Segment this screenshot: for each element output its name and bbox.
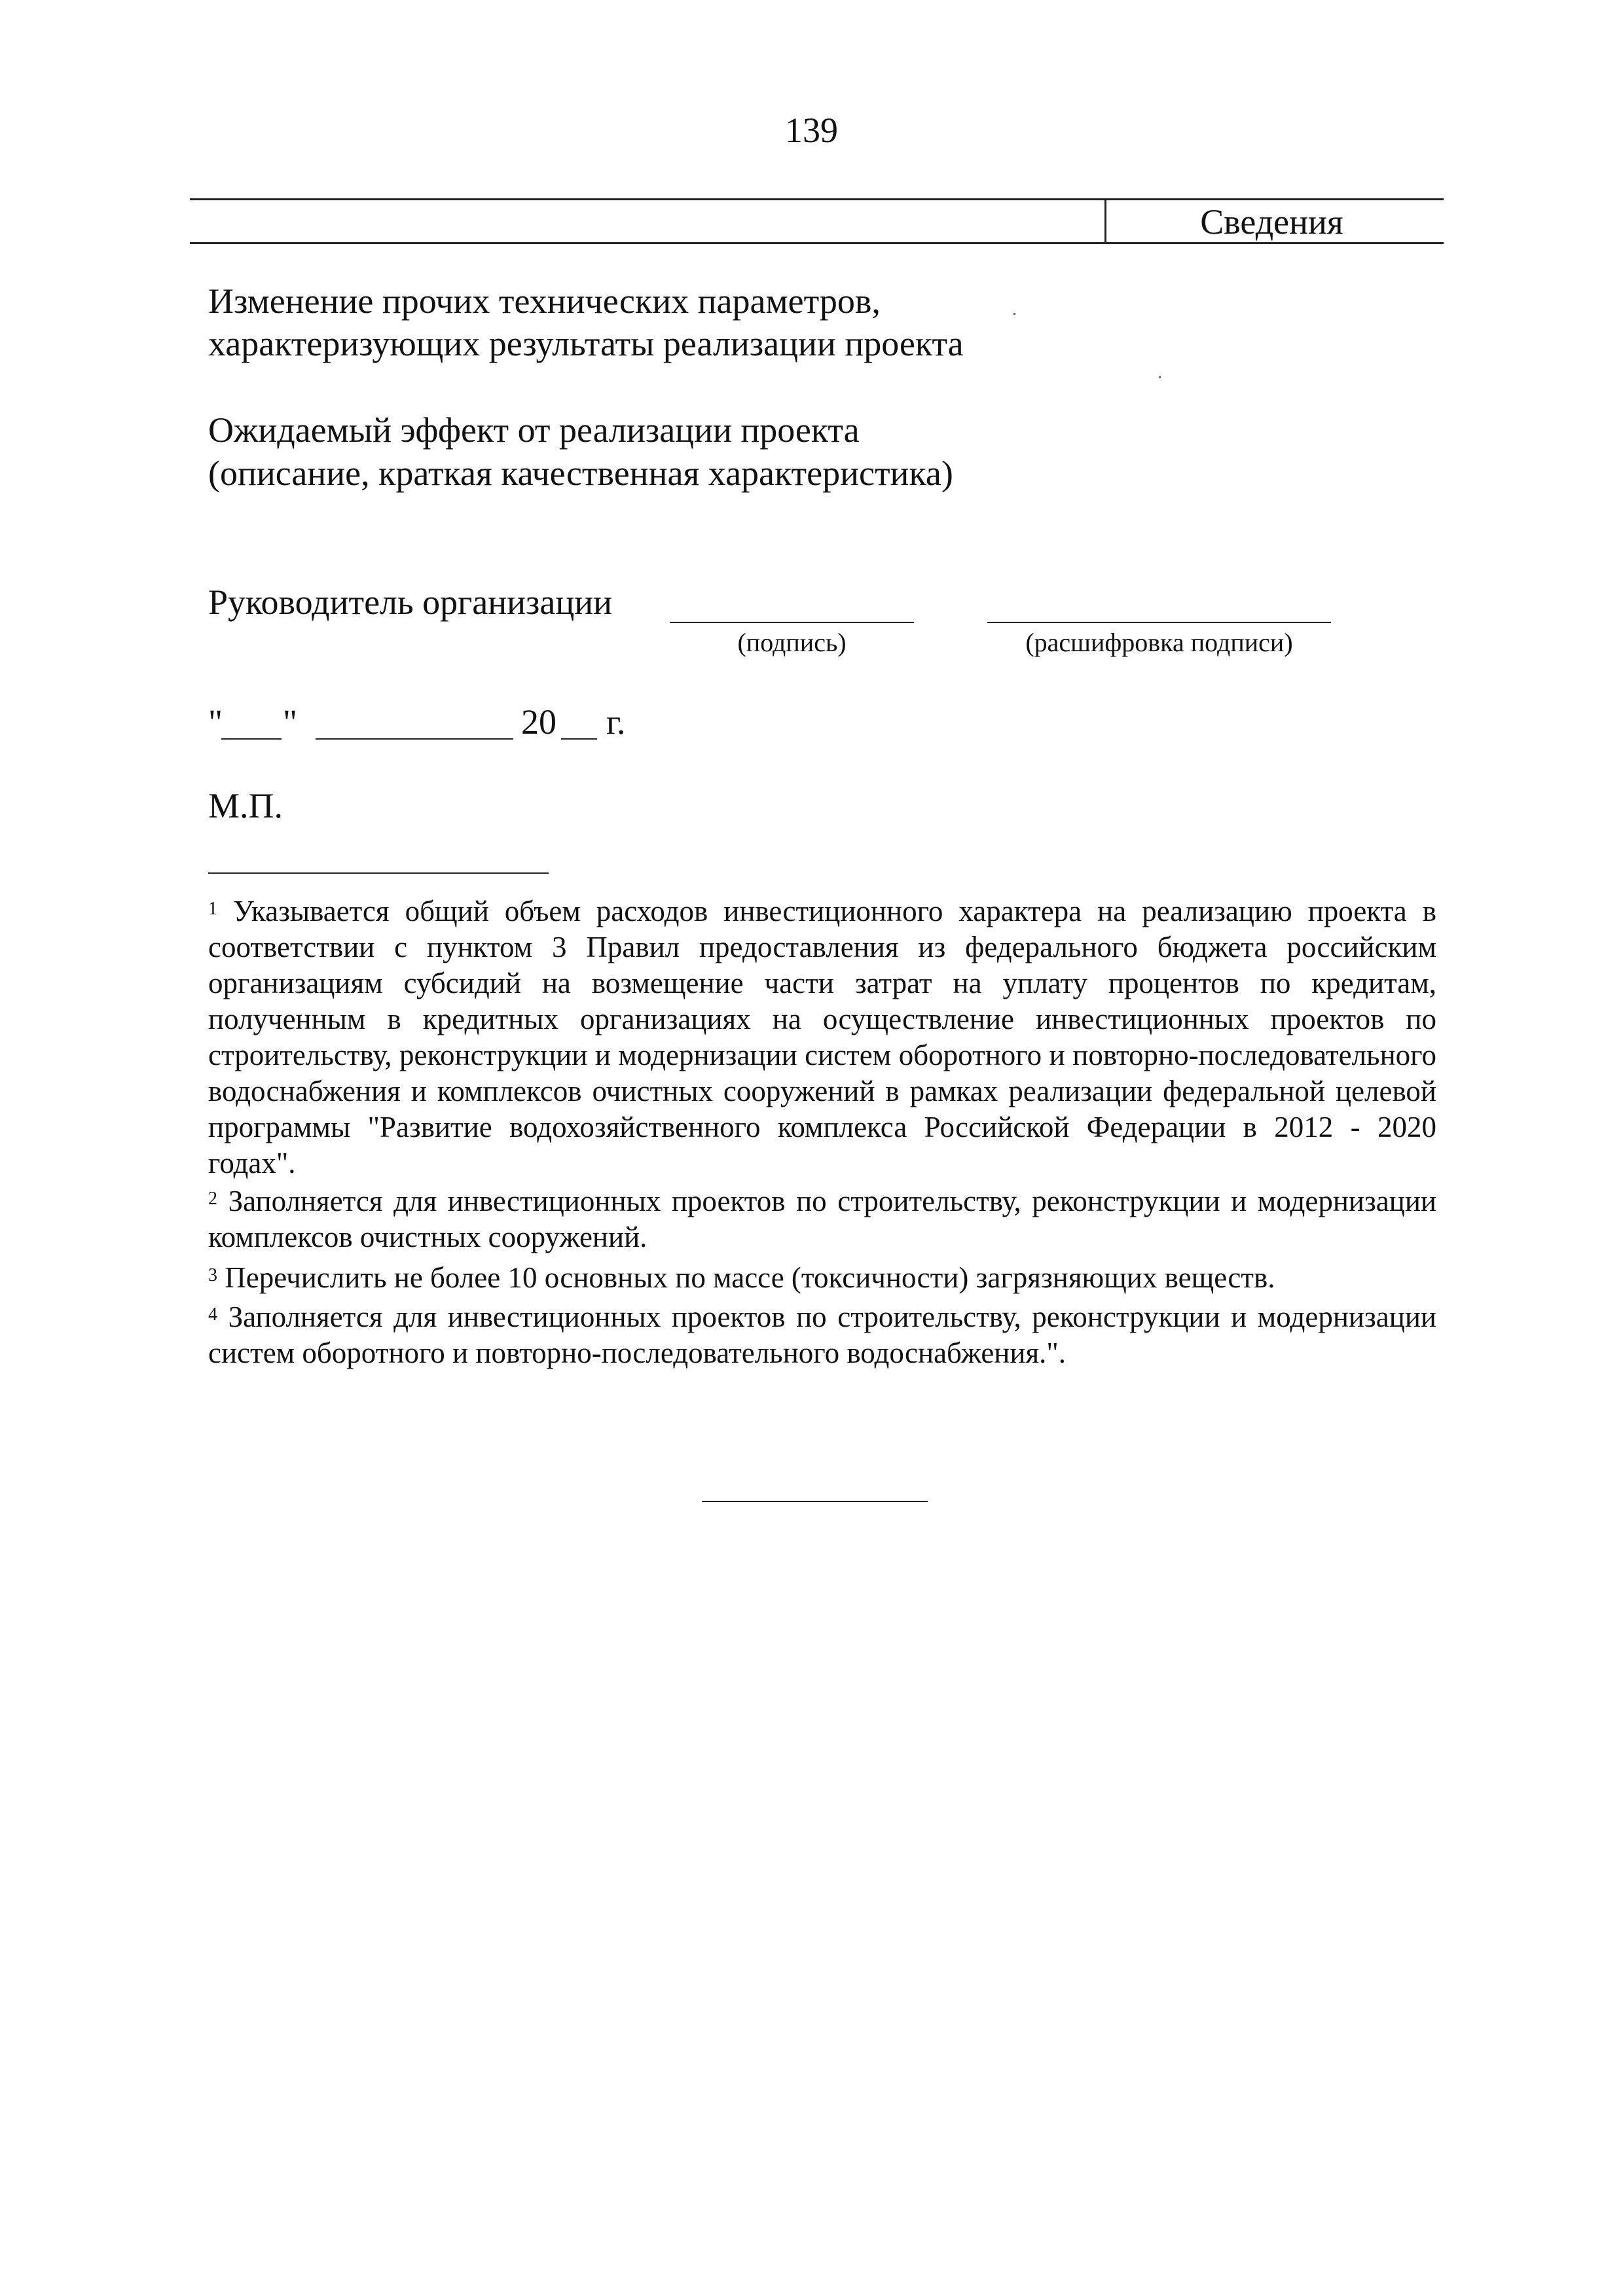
footnote-1 — [208, 893, 1436, 1181]
signature-line — [670, 622, 914, 623]
footnote-mark: 3 — [208, 1265, 217, 1285]
scan-speck — [1159, 376, 1161, 378]
signature-decode-caption: (расшифровка подписи) — [1025, 628, 1293, 657]
footnote-mark: 4 — [208, 1304, 217, 1325]
date-day-blank — [221, 738, 282, 740]
footnote-text: Заполняется для инвестиционных проектов по строительству, реконструкции и модернизации систем оборотного и повторно-последовательного водоснабжения.". — [208, 1300, 1437, 1369]
other-technical-params-line2: характеризующих результаты реализации проекта — [208, 324, 964, 363]
footnote-text: Заполняется для инвестиционных проектов по строительству, реконструкции и модернизации комплексов очистных сооружений. — [208, 1185, 1437, 1253]
footnote-2 — [208, 1183, 1436, 1255]
page-number: 139 — [785, 111, 838, 150]
date-close-quote: " — [283, 702, 298, 742]
date-year-blank — [561, 738, 597, 740]
expected-effect-line1: Ожидаемый эффект от реализации проекта — [208, 410, 860, 450]
expected-effect-line2: (описание, краткая качественная характеристика) — [208, 454, 953, 493]
stamp-place-label: М.П. — [208, 786, 283, 825]
footnote-separator — [208, 872, 549, 874]
footnote-mark: 2 — [208, 1189, 217, 1209]
footnote-4 — [208, 1299, 1436, 1371]
date-open-quote: " — [208, 702, 223, 742]
other-technical-params-line1: Изменение прочих технических параметров, — [208, 281, 881, 321]
footnote-mark: 1 — [208, 899, 217, 919]
footnote-text: Перечислить не более 10 основных по массе (токсичности) загрязняющих веществ. — [225, 1261, 1275, 1294]
date-year-prefix: 20 — [521, 702, 556, 742]
date-month-blank — [316, 738, 513, 740]
table-header-svedeniya: Сведения — [1200, 202, 1343, 242]
head-of-organization-label: Руководитель организации — [208, 583, 613, 622]
closing-rule — [702, 1501, 928, 1502]
footnote-text: Указывается общий объем расходов инвестиционного характера на реализацию проекта в соответствии с пунктом 3 Правил предоставления из федерального бюджета российским организациям субсидий на возмещение части затрат на уплату процентов по кредитам, полученным в кредитных организациях на осуществление инвестиционных проектов по строительству, реконструкции и модернизации систем оборотного и повторно-последовательного водоснабжения и комплексов очистных сооружений в рамках реализации федеральной целевой программы "Развитие водохозяйственного комплекса Российской Федерации в 2012 - 2020 годах". — [208, 895, 1437, 1179]
signature-caption: (подпись) — [737, 628, 847, 657]
signature-decode-line — [987, 622, 1331, 623]
scan-speck — [1013, 313, 1015, 315]
table-bottom-border — [190, 242, 1444, 244]
footnote-3 — [208, 1260, 1436, 1296]
date-year-suffix: г. — [606, 702, 626, 742]
table-top-border — [190, 198, 1444, 200]
